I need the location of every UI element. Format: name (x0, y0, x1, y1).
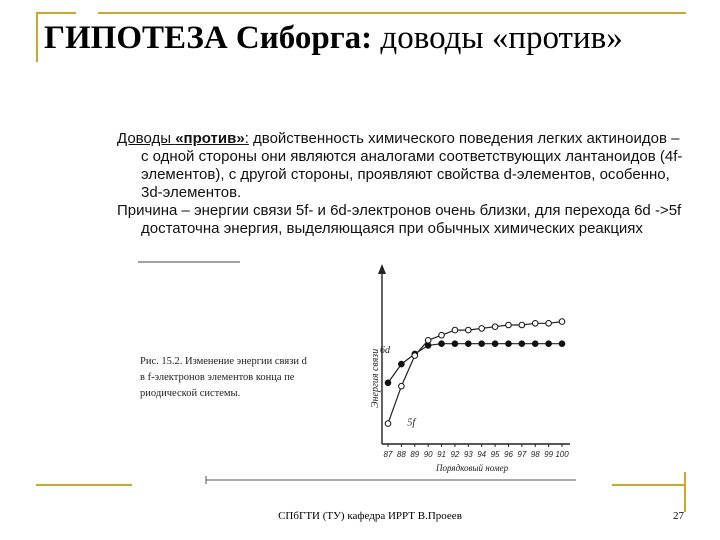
frame-bottom-left-line (36, 484, 132, 486)
data-point-6d (466, 341, 472, 347)
y-axis-label: Энергия связи (370, 348, 381, 408)
series-label-5f: 5f (407, 417, 416, 429)
data-point-6d (546, 341, 552, 347)
data-point-5f (532, 321, 538, 327)
x-tick-label: 98 (530, 450, 540, 459)
data-point-5f (559, 319, 565, 325)
frame-right-line (684, 472, 686, 512)
slide-title (44, 14, 684, 62)
data-point-6d (439, 341, 445, 347)
page-number: 27 (673, 510, 684, 522)
x-tick-label: 99 (544, 450, 554, 459)
y-axis-arrow (378, 264, 386, 274)
footer-text: СПбГТИ (ТУ) кафедра ИРРТ В.Проеев (278, 510, 462, 522)
data-point-5f (439, 332, 445, 338)
data-point-5f (519, 322, 525, 328)
x-tick-label: 94 (477, 450, 487, 459)
data-point-5f (546, 321, 552, 327)
caption-line-3: риодической системы. (140, 388, 241, 399)
data-point-5f (466, 327, 472, 333)
series-line-5f (388, 322, 562, 424)
data-point-5f (452, 327, 458, 333)
data-point-6d (479, 341, 485, 347)
data-point-6d (492, 341, 498, 347)
x-tick-label: 96 (504, 450, 513, 459)
x-tick-label: 100 (555, 450, 569, 459)
x-tick-label: 91 (437, 450, 446, 459)
x-tick-label: 93 (463, 450, 473, 459)
data-point-6d (532, 341, 538, 347)
frame-bottom-right-line (612, 484, 686, 486)
x-tick-label: 92 (450, 450, 460, 459)
plot-area (378, 264, 570, 459)
x-tick-label: 90 (423, 450, 433, 459)
data-point-5f (385, 421, 391, 427)
data-point-6d (399, 361, 405, 367)
data-point-5f (425, 338, 431, 344)
x-tick-label: 88 (396, 450, 406, 459)
data-point-6d (506, 341, 512, 347)
paragraph-reason: Причина – энергии связи 5f- и 6d-электронов очень близки, для перехода 6d ->5f достаточна энергия, выделяющаяся при обычных химических реакциях (117, 202, 682, 237)
data-point-6d (559, 341, 565, 347)
para1-label: Доводы «против»: (117, 130, 249, 147)
data-point-5f (412, 353, 418, 359)
binding-energy-figure (130, 258, 590, 486)
caption-line-1: Рис. 15.2. Изменение энергии связи d (140, 356, 307, 367)
slide-body (117, 130, 687, 238)
x-tick-label: 95 (490, 450, 500, 459)
x-tick-label: 89 (410, 450, 420, 459)
title-strong: ГИПОТЕЗА Сиборга: (44, 20, 373, 56)
figure-caption (140, 356, 308, 399)
data-point-5f (479, 326, 485, 332)
para1-text: двойственность химического поведения легких актиноидов – с одной стороны они являются аналогами соответствующих лантаноидов (4f-элементов), с другой стороны, проявляют свойства d-элементов, особенно, 3d-элементов. (141, 130, 683, 201)
data-point-5f (492, 324, 498, 330)
x-tick-label: 87 (383, 450, 393, 459)
x-tick-label: 97 (517, 450, 527, 459)
series-label-6d: 6d (380, 344, 390, 356)
data-point-6d (452, 341, 458, 347)
paragraph-against (117, 130, 687, 202)
title-rest: доводы «против» (372, 20, 623, 56)
data-point-6d (385, 380, 391, 386)
caption-line-2: в f-электронов элементов конца пе (140, 372, 295, 383)
data-point-5f (506, 322, 512, 328)
data-point-6d (519, 341, 525, 347)
frame-left-line (36, 12, 38, 62)
data-point-5f (399, 383, 405, 389)
series-line-6d (388, 344, 562, 383)
x-axis-label: Порядковый номер (436, 463, 509, 473)
